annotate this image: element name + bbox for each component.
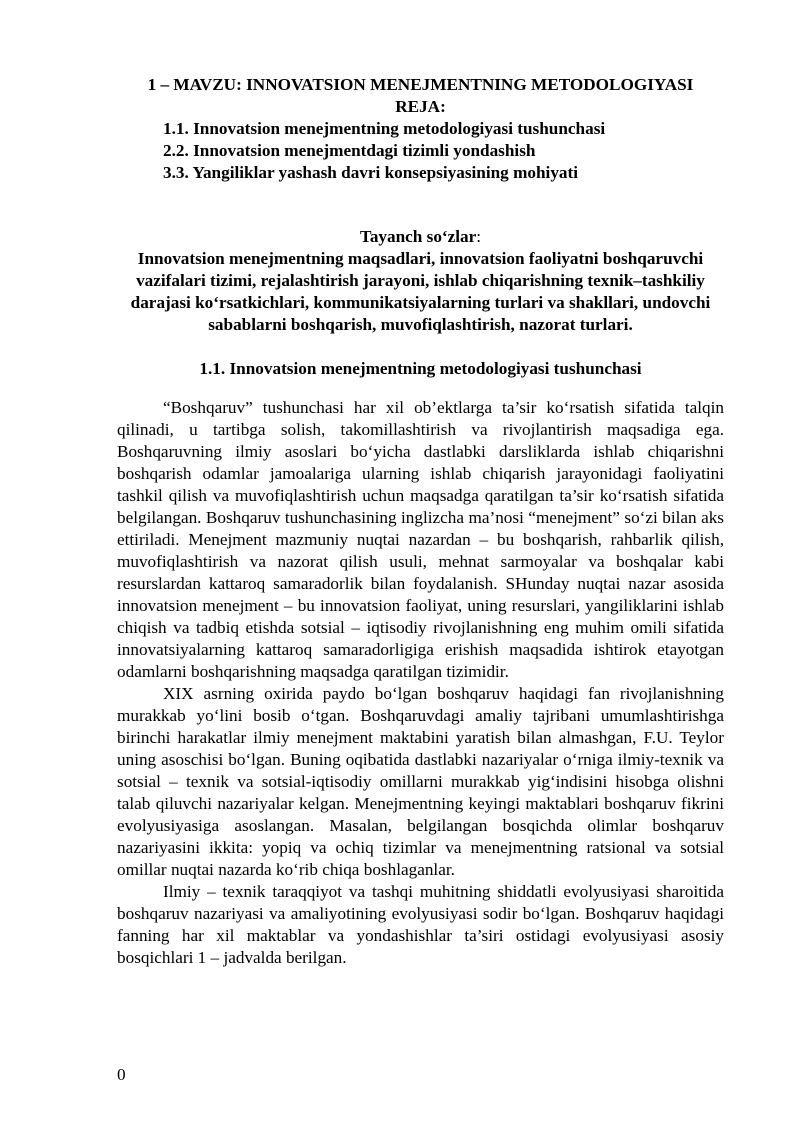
section-title: 1.1. Innovatsion menejmentning metodologiyasi tushunchasi [199, 359, 642, 378]
plan-heading: REJA: [395, 97, 446, 116]
page-number: 0 [117, 1065, 126, 1084]
document-title: 1 – MAVZU: INNOVATSION MENEJMENTNING METODOLOGIYASI [147, 75, 694, 94]
plan-item: 1.1. Innovatsion menejmentning metodologiyasi tushunchasi [163, 119, 606, 138]
body-paragraph: “Boshqaruv” tushunchasi har xil ob’ektlarga ta’sir ko‘rsatish sifatida talqin qilinadi, u tartibga solish, takomillashtirish va rivojlantirish maqsadiga ega. Boshqaruvning ilmiy asoslari bo‘yicha dastlabki darsliklarda ishlab chiqarishni boshqarish odamlar jamoalariga ularning ishlab chiqarish jarayonidagi faoliyatini tashkil qilish va muvofiqlashtirish uchun maqsadga qaratilgan ta’sir ko‘rsatish sifatida belgilangan. Boshqaruv tushunchasining inglizcha ma’nosi “menejment” so‘zi bilan aks ettiriladi. Menejment mazmuniy nuqtai nazardan – bu boshqarish, rahbarlik qilish, muvofiqlashtirish va nazorat qilish usuli, mehnat sarmoyalar va boshqalar kabi resurslardan kattaroq samaradorlik bilan foydalanish. SHunday nuqtai nazar asosida innovatsion menejment – bu innovatsion faoliyat, uning resurslari, yangiliklarini ishlab chiqish va tadbiq etishda sotsial – iqtisodiy rivojlanishning eng muhim omili sifatida innovatsiyalarning kattaroq samaradorligiga erishish maqsadida ishtirok etayotgan odamlarni boshqarishning maqsadga qaratilgan tizimidir. [117, 398, 724, 682]
plan-item: 2.2. Innovatsion menejmentdagi tizimli yondashish [163, 141, 536, 160]
keywords-colon: : [476, 227, 482, 246]
body-paragraph: XIX asrning oxirida paydo bo‘lgan boshqaruv haqidagi fan rivojlanishning murakkab yo‘lini bosib o‘tgan. Boshqaruvdagi amaliy tajribani umumlashtirishga birinchi harakatlar ilmiy menejment maktabini yaratish bilan almashgan, F.U. Teylor uning asoschisi bo‘lgan. Buning oqibatida dastlabki nazariyalar o‘rniga ilmiy-texnik va sotsial – texnik va sotsial-iqtisodiy omillarni murakkab yig‘indisini hisobga olishni talab qiluvchi nazariyalar kelgan. Menejmentning keyingi maktablari boshqaruv fikrini evolyusiyasiga asoslangan. Masalan, belgilangan bosqichda olimlar boshqaruv nazariyasini ikkita: yopiq va ochiq tizimlar va menejmentning ratsional va sotsial omillar nuqtai nazarda ko‘rib chiqa boshlaganlar. [117, 684, 724, 880]
keywords-heading [117, 206, 724, 248]
body-paragraph: Ilmiy – texnik taraqqiyot va tashqi muhitning shiddatli evolyusiyasi sharoitida boshqaruv nazariyasi va amaliyotining evolyusiyasi sodir bo‘lgan. Boshqaruv haqidagi fanning har xil maktablar va yondashishlar ta’siri ostidagi evolyusiyasi asosiy bosqichlari 1 – jadvalda berilgan. [117, 882, 724, 968]
keywords-text: Innovatsion menejmentning maqsadlari, innovatsion faoliyatni boshqaruvchi vazifalari tizimi, rejalashtirish jarayoni, ishlab chiqarishning texnik–tashkiliy darajasi ko‘rsatkichlari, kommunikatsiyalarning turlari va shakllari, undovchi sabablarni boshqarish, muvofiqlashtirish, nazorat turlari. [130, 249, 711, 334]
document-body [117, 74, 724, 969]
keywords-label: Tayanch so‘zlar [359, 227, 477, 246]
plan-item: 3.3. Yangiliklar yashash davri konsepsiyasining mohiyati [163, 163, 578, 182]
